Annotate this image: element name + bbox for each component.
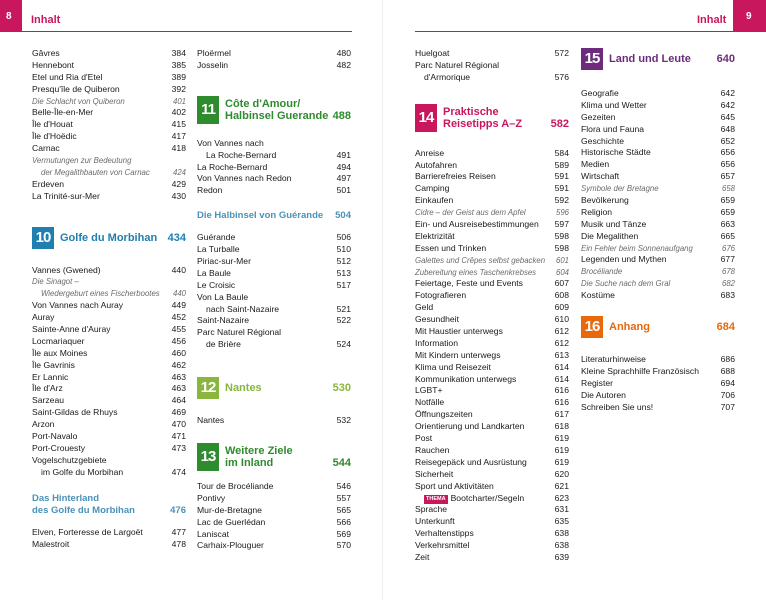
- chapter-title: Nantes: [225, 382, 262, 395]
- chapter-page: 488: [332, 109, 351, 122]
- chapter-title-line2: im Inland: [225, 457, 274, 470]
- left-header-title: Inhalt: [31, 14, 61, 26]
- toc-entry[interactable]: Île d'Hoëdic 417: [32, 131, 186, 142]
- toc-entry-feature[interactable]: Die Schlacht von Quiberon 401: [32, 96, 186, 106]
- toc-entry[interactable]: Erdeven 429: [32, 178, 186, 189]
- toc-entry[interactable]: Notfälle 616: [415, 397, 569, 408]
- toc-entry[interactable]: Hennebont 385: [32, 59, 186, 70]
- toc-list: [415, 148, 569, 564]
- toc-entry[interactable]: Parc Naturel Régional: [197, 327, 282, 338]
- toc-entry[interactable]: Ein- und Ausreisebestimmungen 597: [415, 219, 569, 230]
- page-gutter: [382, 0, 383, 600]
- chapter-title: [225, 445, 293, 469]
- toc-entry[interactable]: Ploërmel 480: [197, 48, 351, 58]
- chapter-title-line1: Praktische: [443, 105, 499, 118]
- toc-entry[interactable]: Information 612: [415, 337, 569, 348]
- toc-entry-feature[interactable]: Ein Fehler beim Sonnenaufgang 676: [581, 243, 735, 253]
- toc-entry[interactable]: Geld 609: [415, 302, 569, 313]
- toc-entry[interactable]: Wirtschaft 657: [581, 171, 735, 182]
- subsection-heading[interactable]: [32, 493, 186, 517]
- toc-entry[interactable]: Mit Haustier unterwegs 612: [415, 326, 569, 337]
- toc-entry[interactable]: Autofahren 589: [415, 159, 569, 170]
- toc-entry-feature[interactable]: Zubereitung eines Taschenkrebses 604: [415, 267, 569, 277]
- toc-entry[interactable]: Presqu'île de Quiberon 392: [32, 83, 186, 94]
- chapter-number-box: 15: [581, 48, 603, 70]
- left-page-number-tag: [0, 0, 22, 32]
- toc-entry[interactable]: Belle-Île-en-Mer 402: [32, 107, 186, 118]
- toc-entry-thema[interactable]: THEMA Bootcharter/Segeln 623: [426, 492, 569, 503]
- right-header-title: Inhalt: [697, 14, 727, 26]
- left-page-number: 8: [6, 11, 12, 22]
- toc-list: [32, 527, 186, 551]
- toc-entry[interactable]: Guérande 506: [197, 232, 351, 243]
- toc-list: [197, 48, 351, 72]
- toc-entry[interactable]: Port-Navalo 471: [32, 431, 186, 442]
- toc-entry[interactable]: Legenden und Mythen 677: [581, 254, 735, 265]
- toc-entry[interactable]: Reisegepäck und Ausrüstung 619: [415, 456, 569, 467]
- toc-entry[interactable]: Mit Kindern unterwegs 613: [415, 349, 569, 360]
- toc-entry[interactable]: La Roche-Bernard 491: [206, 149, 351, 160]
- subsection-title-line2: des Golfe du Morbihan: [32, 504, 135, 516]
- toc-entry[interactable]: Saint-Nazaire 522: [197, 315, 351, 326]
- toc-entry[interactable]: Le Croisic 517: [197, 279, 351, 290]
- toc-entry[interactable]: de Brière 524: [206, 339, 351, 350]
- toc-entry[interactable]: Bevölkerung 659: [581, 195, 735, 206]
- toc-entry[interactable]: Verhaltenstipps 638: [415, 528, 569, 539]
- toc-entry[interactable]: Malestroit 478: [32, 538, 186, 549]
- chapter-page: 530: [332, 382, 351, 395]
- toc-entry[interactable]: Sainte-Anne d'Auray 455: [32, 324, 186, 335]
- toc-list: [197, 481, 351, 552]
- toc-list: [581, 354, 735, 413]
- toc-entry[interactable]: Saint-Gildas de Rhuys 469: [32, 407, 186, 418]
- toc-entry[interactable]: Post 619: [415, 433, 569, 444]
- toc-entry[interactable]: Île d'Arz 463: [32, 383, 186, 394]
- toc-entry[interactable]: La Trinité-sur-Mer 430: [32, 190, 186, 201]
- toc-entry[interactable]: Geschichte 652: [581, 135, 735, 146]
- toc-entry[interactable]: Mur-de-Bretagne 565: [197, 504, 351, 515]
- chapter-number-box: 13: [197, 443, 219, 471]
- subsection-heading[interactable]: [197, 210, 351, 222]
- toc-entry[interactable]: Vannes (Gwened) 440: [32, 264, 186, 275]
- chapter-title-line1: Côte d'Amour/: [225, 97, 301, 110]
- toc-entry-feature[interactable]: Symbole der Bretagne 658: [581, 184, 735, 194]
- chapter-title-line2: Halbinsel Guerande: [225, 109, 329, 122]
- toc-list: [415, 48, 569, 84]
- toc-entry[interactable]: Sport und Aktivitäten 621: [415, 480, 569, 491]
- toc-entry[interactable]: LGBT+ 616: [415, 385, 569, 396]
- chapter-title: Anhang: [609, 321, 650, 334]
- chapter-heading-16[interactable]: [581, 308, 735, 344]
- toc-list: [197, 415, 351, 427]
- toc-entry[interactable]: Nantes 532: [197, 415, 351, 426]
- toc-entry[interactable]: Pontivy 557: [197, 492, 351, 503]
- toc-entry[interactable]: Medien 656: [581, 159, 735, 170]
- toc-entry[interactable]: Register 694: [581, 377, 735, 388]
- right-header-rule: [415, 31, 733, 32]
- toc-list: [581, 88, 735, 302]
- chapter-page: 684: [716, 321, 735, 334]
- toc-entry[interactable]: Barrierefreies Reisen 591: [415, 171, 569, 182]
- toc-entry[interactable]: Fotografieren 608: [415, 290, 569, 301]
- toc-entry[interactable]: Sarzeau 464: [32, 395, 186, 406]
- toc-entry[interactable]: Carhaix-Plouguer 570: [197, 540, 351, 551]
- toc-entry[interactable]: Von Vannes nach Auray 449: [32, 300, 186, 311]
- left-header-rule: [22, 31, 352, 32]
- toc-list: [197, 138, 351, 197]
- toc-column-3: [415, 48, 569, 564]
- chapter-number-box: 12: [197, 377, 219, 399]
- right-page-number: 9: [746, 11, 752, 22]
- chapter-title: [225, 98, 328, 122]
- toc-entry[interactable]: Île aux Moines 460: [32, 347, 186, 358]
- chapter-number-box: 11: [197, 96, 219, 124]
- toc-entry[interactable]: Kleine Sprachhilfe Französisch 688: [581, 365, 735, 376]
- toc-entry[interactable]: Locmariaquer 456: [32, 335, 186, 346]
- toc-list: [32, 48, 186, 203]
- toc-entry[interactable]: Von La Baule: [197, 291, 249, 302]
- toc-entry[interactable]: Sprache 631: [415, 504, 569, 515]
- toc-entry[interactable]: Verkehrsmittel 638: [415, 540, 569, 551]
- chapter-page: 544: [332, 457, 351, 470]
- toc-entry[interactable]: Etel und Ria d'Etel 389: [32, 71, 186, 82]
- toc-entry[interactable]: La Turballe 510: [197, 244, 351, 255]
- chapter-heading-10[interactable]: [32, 219, 186, 255]
- toc-entry[interactable]: Piriac-sur-Mer 512: [197, 256, 351, 267]
- toc-entry[interactable]: Klima und Wetter 642: [581, 99, 735, 110]
- toc-entry[interactable]: Vogelschutzgebiete: [32, 454, 107, 465]
- subsection-title: Die Halbinsel von Guérande: [197, 210, 324, 222]
- toc-entry[interactable]: Port-Crouesty 473: [32, 442, 186, 453]
- toc-entry[interactable]: Geografie 642: [581, 88, 735, 98]
- toc-entry[interactable]: Die Autoren 706: [581, 389, 735, 400]
- toc-entry[interactable]: Tour de Brocéliande 546: [197, 481, 351, 492]
- toc-entry[interactable]: Lac de Guerlédan 566: [197, 516, 351, 527]
- chapter-page: 640: [716, 53, 735, 65]
- chapter-title: [443, 106, 522, 130]
- chapter-heading-12[interactable]: [197, 369, 351, 405]
- toc-entry[interactable]: Parc Naturel Régional: [415, 59, 500, 70]
- toc-entry[interactable]: nach Saint-Nazaire 521: [206, 303, 351, 314]
- toc-entry[interactable]: d'Armorique 576: [424, 71, 569, 82]
- toc-entry[interactable]: Redon 501: [197, 185, 351, 196]
- toc-entry[interactable]: Kostüme 683: [581, 290, 735, 301]
- chapter-heading-11[interactable]: [197, 90, 351, 130]
- toc-entry[interactable]: Carnac 418: [32, 143, 186, 154]
- toc-entry[interactable]: Historische Städte 656: [581, 147, 735, 158]
- chapter-title-line2: Reisetipps A–Z: [443, 117, 523, 130]
- right-page-number-tag: [733, 0, 766, 32]
- subsection-title-line1: Das Hinterland: [32, 492, 100, 504]
- chapter-title-line1: Weitere Ziele: [225, 445, 293, 458]
- chapter-heading-14[interactable]: [415, 98, 569, 138]
- toc-entry-feature[interactable]: Galettes und Crêpes selbst gebacken 601: [415, 255, 569, 265]
- toc-column-4: [581, 48, 735, 413]
- chapter-title: Golfe du Morbihan: [60, 231, 158, 244]
- toc-entry[interactable]: La Roche-Bernard 494: [197, 161, 351, 172]
- chapter-number-box: 16: [581, 316, 603, 338]
- toc-entry[interactable]: Öffnungszeiten 617: [415, 409, 569, 420]
- toc-entry[interactable]: Religion 659: [581, 206, 735, 217]
- toc-entry[interactable]: Île d'Houat 415: [32, 119, 186, 130]
- toc-entry[interactable]: Gezeiten 645: [581, 111, 735, 122]
- toc-entry[interactable]: Flora und Fauna 648: [581, 123, 735, 134]
- toc-entry[interactable]: Laniscat 569: [197, 528, 351, 539]
- toc-entry[interactable]: Gâvres 384: [32, 48, 186, 58]
- chapter-heading-13[interactable]: [197, 437, 351, 477]
- toc-entry[interactable]: Île Gavrinis 462: [32, 359, 186, 370]
- toc-entry[interactable]: Rauchen 619: [415, 444, 569, 455]
- toc-entry[interactable]: Arzon 470: [32, 419, 186, 430]
- toc-entry[interactable]: Musik und Tänze 663: [581, 218, 735, 229]
- toc-entry[interactable]: Gesundheit 610: [415, 314, 569, 325]
- toc-entry[interactable]: Unterkunft 635: [415, 516, 569, 527]
- toc-entry-feature[interactable]: Wiedergeburt eines Fischerbootes 440: [41, 289, 186, 299]
- toc-column-2: [197, 48, 351, 552]
- toc-entry[interactable]: Camping 591: [415, 183, 569, 194]
- toc-entry[interactable]: Schreiben Sie uns! 707: [581, 401, 735, 412]
- toc-entry[interactable]: Huelgoat 572: [415, 48, 569, 58]
- toc-list: [32, 265, 186, 479]
- chapter-page: 434: [167, 231, 186, 244]
- toc-entry[interactable]: Kommunikation unterwegs 614: [415, 373, 569, 384]
- toc-entry[interactable]: Anreise 584: [415, 147, 569, 158]
- toc-entry[interactable]: Josselin 482: [197, 59, 351, 70]
- toc-entry[interactable]: Klima und Reisezeit 614: [415, 361, 569, 372]
- toc-entry[interactable]: Orientierung und Landkarten 618: [415, 421, 569, 432]
- toc-entry-feature[interactable]: Die Suche nach dem Gral 682: [581, 279, 735, 289]
- toc-entry[interactable]: Die Megalithen 665: [581, 230, 735, 241]
- chapter-number-box: 10: [32, 227, 54, 249]
- subsection-page: 504: [335, 210, 351, 222]
- toc-entry[interactable]: Auray 452: [32, 312, 186, 323]
- toc-entry[interactable]: Von Vannes nach Redon 497: [197, 173, 351, 184]
- thema-badge: THEMA: [426, 495, 446, 502]
- chapter-title: Land und Leute: [609, 53, 691, 65]
- toc-entry-feature[interactable]: Vermutungen zur Bedeutung: [32, 156, 132, 166]
- toc-entry[interactable]: Von Vannes nach: [197, 137, 264, 148]
- toc-entry[interactable]: Zeit 639: [415, 551, 569, 562]
- toc-entry[interactable]: Sicherheit 620: [415, 468, 569, 479]
- chapter-number-box: 14: [415, 104, 437, 132]
- toc-entry[interactable]: Einkaufen 592: [415, 195, 569, 206]
- subsection-page: 476: [170, 504, 186, 516]
- toc-entry[interactable]: Feiertage, Feste und Events 607: [415, 278, 569, 289]
- toc-column-1: [32, 48, 186, 550]
- toc-entry-feature[interactable]: Die Sinagot –: [32, 277, 79, 287]
- toc-entry[interactable]: Literaturhinweise 686: [581, 354, 735, 365]
- toc-list: [197, 232, 351, 351]
- toc-entry[interactable]: Elektrizität 598: [415, 230, 569, 241]
- toc-entry[interactable]: La Baule 513: [197, 267, 351, 278]
- chapter-heading-15[interactable]: [581, 40, 735, 76]
- toc-entry[interactable]: im Golfe du Morbihan 474: [41, 466, 186, 477]
- toc-entry-feature[interactable]: der Megalithbauten von Carnac 424: [41, 167, 186, 177]
- toc-entry[interactable]: Essen und Trinken 598: [415, 242, 569, 253]
- toc-entry[interactable]: Er Lannic 463: [32, 371, 186, 382]
- toc-entry-feature[interactable]: Brocéliande 678: [581, 267, 735, 277]
- chapter-page: 582: [550, 117, 569, 130]
- toc-entry-feature[interactable]: Cidre – der Geist aus dem Apfel 596: [415, 208, 569, 218]
- toc-entry[interactable]: Elven, Forteresse de Largoët 477: [32, 526, 186, 537]
